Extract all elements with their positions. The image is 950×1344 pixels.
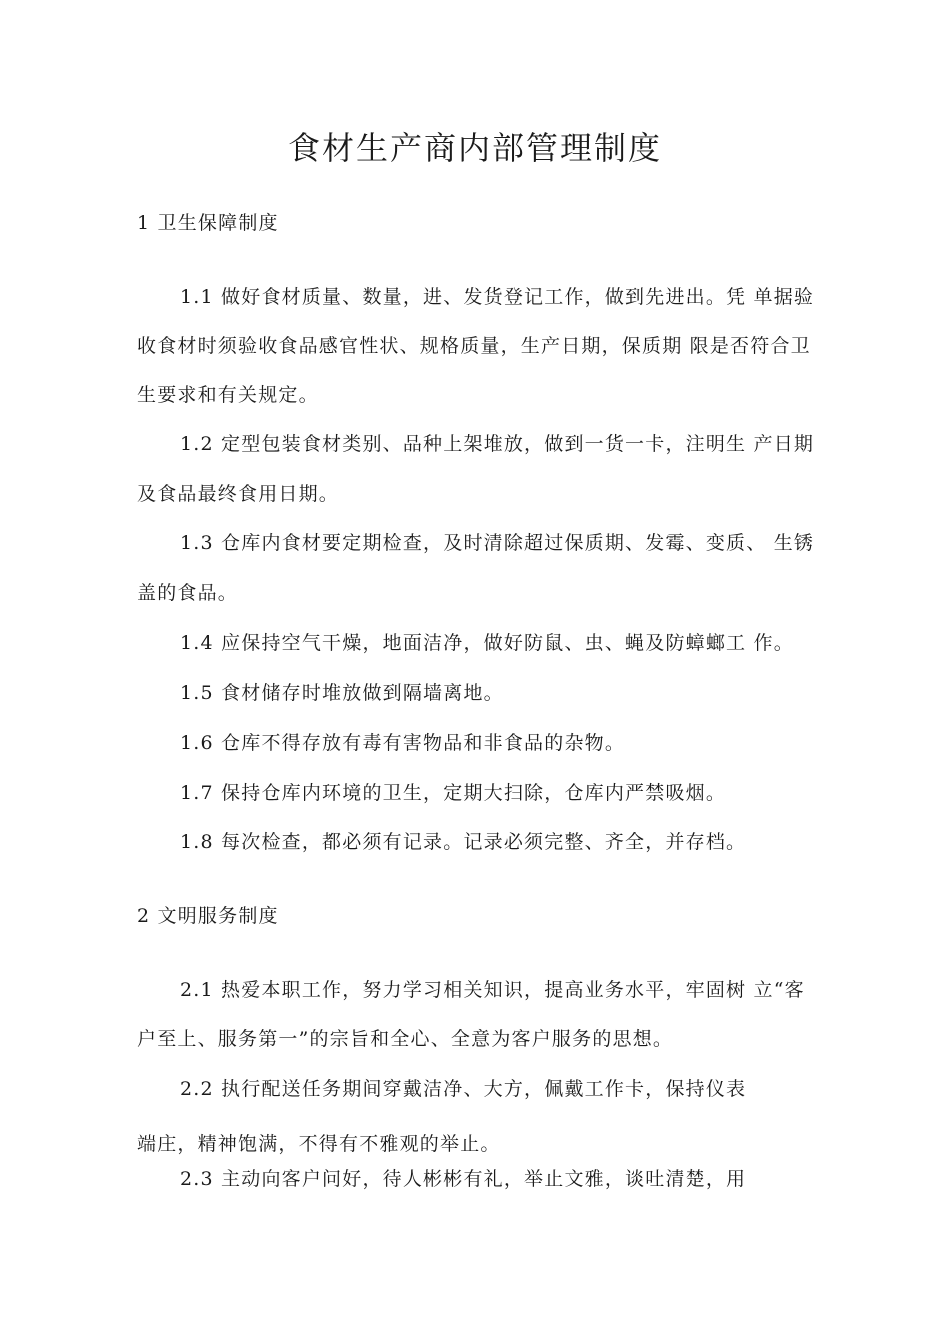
section-heading: 2 文明服务制度 [137,905,279,927]
paragraph-line: 2.2 执行配送任务期间穿戴洁净、大方，佩戴工作卡，保持仪表 [180,1078,747,1100]
section-heading: 1 卫生保障制度 [137,212,279,234]
paragraph-line: 2.1 热爱本职工作，努力学习相关知识，提高业务水平，牢固树 立“客 [180,979,805,1001]
paragraph-line: 1.1 做好食材质量、数量，进、发货登记工作，做到先进出。凭 单据验 [180,286,815,308]
paragraph-line: 及食品最终食用日期。 [137,483,340,505]
document-title: 食材生产商内部管理制度 [287,129,662,167]
paragraph-line: 生要求和有关规定。 [137,384,319,406]
paragraph-line: 1.2 定型包装食材类别、品种上架堆放，做到一货一卡，注明生 产日期 [180,433,815,455]
paragraph-line: 盖的食品。 [137,582,239,604]
paragraph-line: 2.3 主动向客户问好，待人彬彬有礼，举止文雅，谈吐清楚，用 [180,1168,747,1190]
paragraph-line: 户至上、服务第一”的宗旨和全心、全意为客户服务的思想。 [137,1028,674,1050]
paragraph-line: 1.4 应保持空气干燥，地面洁净，做好防鼠、虫、蝇及防蟑螂工 作。 [180,632,794,654]
paragraph-line: 1.8 每次检查，都必须有记录。记录必须完整、齐全，并存档。 [180,831,747,853]
paragraph-line: 收食材时须验收食品感官性状、规格质量，生产日期，保质期 限是否符合卫 [137,335,811,357]
paragraph-line: 1.6 仓库不得存放有毒有害物品和非食品的杂物。 [180,732,626,754]
paragraph-line: 1.7 保持仓库内环境的卫生，定期大扫除，仓库内严禁吸烟。 [180,782,727,804]
paragraph-line: 端庄，精神饱满，不得有不雅观的举止。 [137,1133,501,1155]
paragraph-line: 1.3 仓库内食材要定期检查，及时清除超过保质期、发霉、变质、 生锈 [180,532,815,554]
paragraph-line: 1.5 食材储存时堆放做到隔墙离地。 [180,682,504,704]
